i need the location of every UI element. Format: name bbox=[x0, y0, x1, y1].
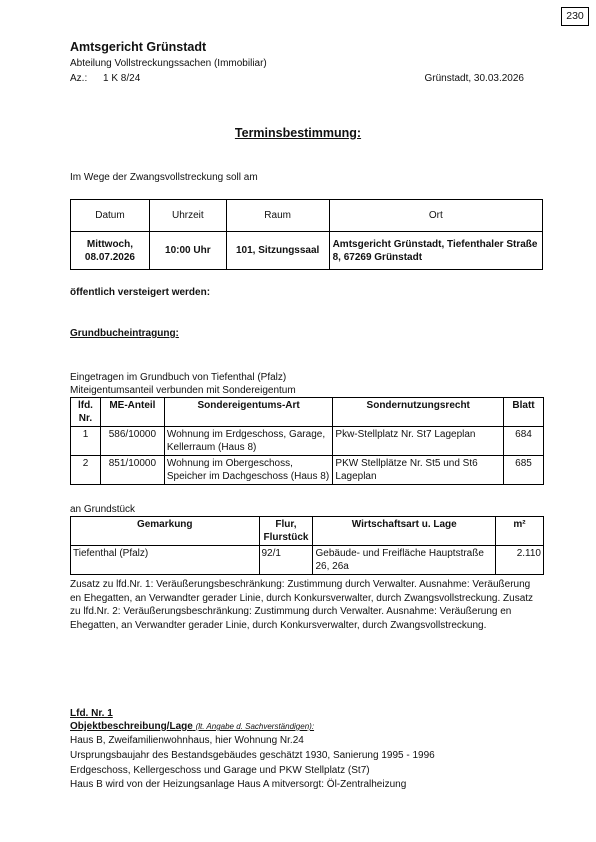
object-description-note: (lt. Angabe d. Sachverständigen): bbox=[195, 722, 315, 731]
parcel-flaeche: 2.110 bbox=[496, 546, 544, 575]
parcel-gemarkung: Tiefenthal (Pfalz) bbox=[71, 546, 260, 575]
header-flur: Flur, Flurstück bbox=[259, 517, 313, 546]
appointment-location: Amtsgericht Grünstadt, Tiefenthaler Straße 8, 67269 Grünstadt bbox=[329, 232, 542, 270]
appointment-weekday: Mittwoch, bbox=[86, 238, 133, 250]
row-recht: Pkw-Stellplatz Nr. St7 Lageplan bbox=[333, 427, 504, 456]
land-register-line-2: Miteigentumsanteil verbunden mit Sondereigentum bbox=[70, 385, 296, 396]
addendum-text: Zusatz zu lfd.Nr. 1: Veräußerungsbeschränkung: Zustimmung durch Verwalter. Ausnahme: Veräußerung en Ehegatten, an Verwandter gerader Linie, durch Konkursverwalter, durch Zwangsvollstreckung. Zusatz zu lfd.Nr. 2: Veräußerungsbeschränkung: Zustimmung durch Verwalter. Ausnahme: Veräußerung en Ehegatten, an Verwandter gerader Linie, durch Konkursverwalter, durch Zwangsvollstreckung. bbox=[70, 579, 534, 631]
file-reference-label: Az.: bbox=[70, 73, 88, 84]
object-line: Ursprungsbaujahr des Bestandsgebäudes geschätzt 1930, Sanierung 1995 - 1996 bbox=[70, 750, 435, 761]
parcel-art: Gebäude- und Freifläche Hauptstraße 26, 26a bbox=[313, 546, 496, 575]
object-line: Erdgeschoss, Kellergeschoss und Garage und PKW Stellplatz (St7) bbox=[70, 765, 370, 776]
header-me-anteil: ME-Anteil bbox=[100, 398, 164, 427]
land-register-heading: Grundbucheintragung: bbox=[70, 328, 179, 339]
row-art: Wohnung im Erdgeschoss, Garage, Kellerraum (Haus 8) bbox=[164, 427, 333, 456]
court-name: Amtsgericht Grünstadt bbox=[70, 40, 207, 54]
land-register-line-1: Eingetragen im Grundbuch von Tiefenthal (Pfalz) bbox=[70, 372, 287, 383]
row-nr: 2 bbox=[71, 456, 101, 485]
parcel-label: an Grundstück bbox=[70, 504, 136, 515]
appointment-date bbox=[71, 232, 150, 270]
table-row bbox=[71, 456, 544, 485]
row-anteil: 851/10000 bbox=[100, 456, 164, 485]
parcel-table bbox=[70, 516, 544, 575]
header-sondereigentums-art: Sondereigentums-Art bbox=[164, 398, 333, 427]
appointment-room: 101, Sitzungssaal bbox=[226, 232, 329, 270]
row-blatt: 684 bbox=[504, 427, 544, 456]
page-number: 230 bbox=[561, 7, 589, 26]
header-uhrzeit: Uhrzeit bbox=[149, 200, 226, 232]
header-lfd-nr: lfd. Nr. bbox=[71, 398, 101, 427]
appointment-header-row bbox=[71, 200, 543, 232]
object-description-heading bbox=[70, 720, 314, 734]
court-department: Abteilung Vollstreckungssachen (Immobiliar) bbox=[70, 58, 267, 69]
appointment-row bbox=[71, 232, 543, 270]
appointment-date-value: 08.07.2026 bbox=[84, 251, 135, 263]
table-row bbox=[71, 546, 544, 575]
row-recht: PKW Stellplätze Nr. St5 und St6 Lageplan bbox=[333, 456, 504, 485]
row-blatt: 685 bbox=[504, 456, 544, 485]
file-reference-value: 1 K 8/24 bbox=[103, 73, 141, 84]
header-blatt: Blatt bbox=[504, 398, 544, 427]
appointment-time: 10:00 Uhr bbox=[149, 232, 226, 270]
item-heading: Lfd. Nr. 1 bbox=[70, 708, 113, 719]
place-date: Grünstadt, 30.03.2026 bbox=[424, 73, 524, 84]
object-line: Haus B wird von der Heizungsanlage Haus A mitversorgt: Öl-Zentralheizung bbox=[70, 779, 407, 790]
intro-text: Im Wege der Zwangsvollstreckung soll am bbox=[70, 172, 258, 183]
table-row bbox=[71, 427, 544, 456]
row-anteil: 586/10000 bbox=[100, 427, 164, 456]
row-nr: 1 bbox=[71, 427, 101, 456]
header-ort: Ort bbox=[329, 200, 542, 232]
object-description-title: Objektbeschreibung/Lage bbox=[70, 721, 193, 732]
object-line: Haus B, Zweifamilienwohnhaus, hier Wohnung Nr.24 bbox=[70, 735, 304, 746]
row-art: Wohnung im Obergeschoss, Speicher im Dachgeschoss (Haus 8) bbox=[164, 456, 333, 485]
parcel-flur: 92/1 bbox=[259, 546, 313, 575]
header-sondernutzungsrecht: Sondernutzungsrecht bbox=[333, 398, 504, 427]
header-flaeche: m² bbox=[496, 517, 544, 546]
header-wirtschaftsart: Wirtschaftsart u. Lage bbox=[313, 517, 496, 546]
condominium-header-row bbox=[71, 398, 544, 427]
auction-statement: öffentlich versteigert werden: bbox=[70, 287, 211, 298]
condominium-table bbox=[70, 397, 544, 485]
header-datum: Datum bbox=[71, 200, 150, 232]
document-title: Terminsbestimmung: bbox=[234, 126, 362, 140]
header-gemarkung: Gemarkung bbox=[71, 517, 260, 546]
parcel-header-row bbox=[71, 517, 544, 546]
appointment-table bbox=[70, 199, 543, 270]
header-raum: Raum bbox=[226, 200, 329, 232]
